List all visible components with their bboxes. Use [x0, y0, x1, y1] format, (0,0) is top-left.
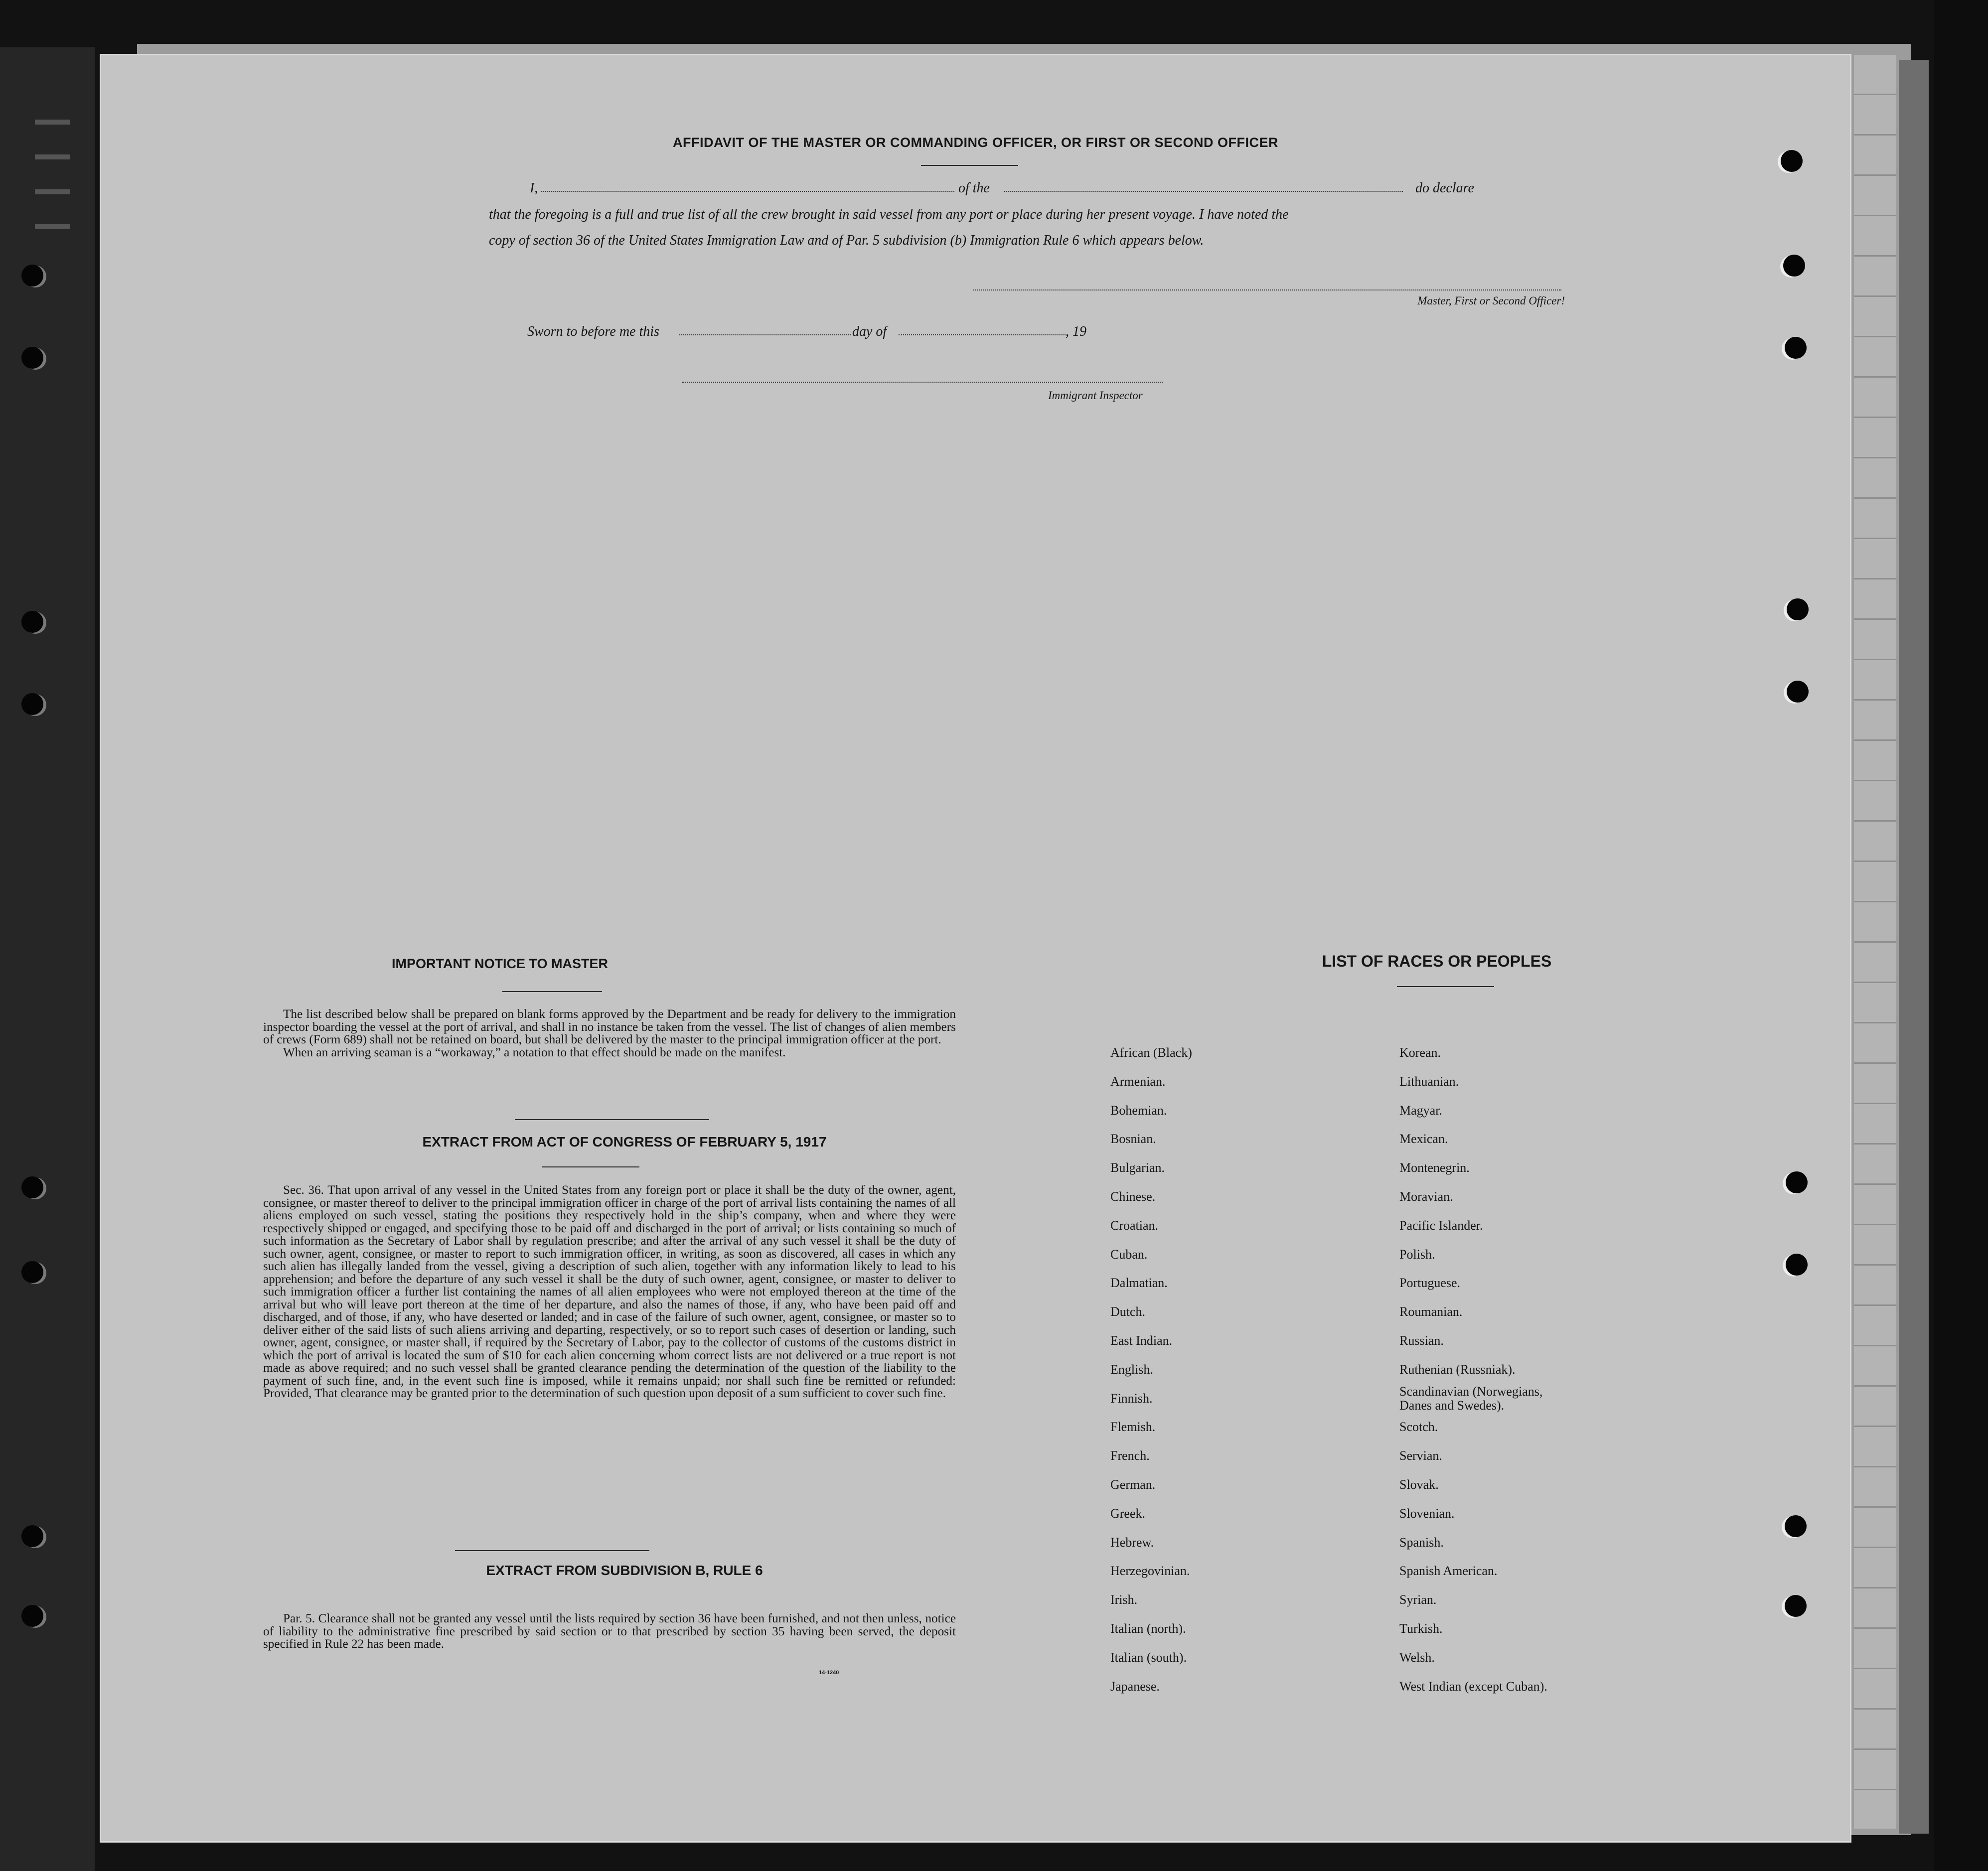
race-list-item: [1399, 1384, 1679, 1417]
act-body: [263, 1184, 956, 1400]
race-label: Dutch.: [1110, 1304, 1146, 1319]
form-code: 14-1240: [819, 1670, 839, 1676]
race-label: French.: [1110, 1448, 1150, 1463]
rule6-paragraph: Par. 5. Clearance shall not be granted any vessel until the lists required by section 36 have been furnished, and not then unless, notice of liability to the administrative fine prescribed by said section or to that prescribed by section 35 having been served, the deposit specified in Rule 22 has been made.: [263, 1612, 956, 1651]
vessel-name-field[interactable]: [1004, 178, 1403, 192]
declaration-i-label: I,: [530, 180, 538, 196]
race-label: Finnish.: [1110, 1391, 1153, 1406]
race-label: Italian (south).: [1110, 1650, 1187, 1665]
affidavit-title: AFFIDAVIT OF THE MASTER OR COMMANDING OFFICER, OR FIRST OR SECOND OFFICER: [673, 135, 1278, 150]
race-list-item: [1110, 1100, 1379, 1129]
race-list-item: [1399, 1445, 1679, 1474]
race-list-item: [1110, 1474, 1379, 1503]
race-label: Lithuanian.: [1399, 1074, 1459, 1089]
race-label: Welsh.: [1399, 1650, 1435, 1665]
declaration-line-3: copy of section 36 of the United States Immigration Law and of Par. 5 subdivision (b) Immigration Rule 6 which appears below.: [489, 233, 1204, 248]
background-dark-margin: [1934, 0, 1988, 1871]
declaration-declare-label: do declare: [1415, 180, 1474, 196]
punch-hole: [21, 347, 43, 369]
race-label: Chinese.: [1110, 1189, 1156, 1204]
race-list-item: [1110, 1676, 1379, 1705]
notice-body: [263, 1008, 956, 1059]
race-list-item: [1110, 1532, 1379, 1561]
races-right-column: [1399, 1042, 1679, 1704]
background-page-edge-left: [0, 47, 95, 1871]
act-paragraph: Sec. 36. That upon arrival of any vessel in the United States from any foreign port or place it shall be the duty of the owner, agent, consignee, or master thereof to deliver to the principal immigration officer in charge of the port of arrival lists containing the names of all aliens employed on such vessel, stating the positions they respectively hold in the ship’s company, when and where they were respectively shipped or engaged, and specifying those to be paid off and discharged in the port of arrival; or lists containing so much of such information as the Secretary of Labor shall by regulation prescribe; and after the arrival of any such vessel it shall be the duty of such owner, agent, consignee, or master to report to such immigration officer, in writing, as soon as discovered, all cases in which any such alien has illegally landed from the vessel, giving a description of such alien, together with any information likely to lead to his apprehension; and before the departure of any such vessel it shall be the duty of such owner, agent, consignee, or master to deliver to such immigration officer a further list containing the names of all alien employees who were not employed thereon at the time of the arrival but who will leave port thereon at the time of her departure, and also the names of those, if any, who have been paid off and discharged, and of those, if any, who have deserted or landed; and in case of the failure of such owner, agent, consignee, or master so to deliver either of the said lists of such aliens arriving and departing, respectively, or so to report such cases of desertion or landing, such owner, agent, consignee, or master shall, if required by the Secretary of Labor, pay to the collector of customs of the customs district in which the port of arrival is located the sum of $10 for each alien concerning whom correct lists are not delivered or a true report is not made as above required; and no such vessel shall be granted clearance pending the determination of the question of the liability to the payment of such fine, and, in the event such fine is imposed, while it remains unpaid; nor shall such fine be remitted or refunded: Provided, That clearance may be granted prior to the determination of such question upon deposit of a sum sufficient to cover such fine.: [263, 1183, 956, 1400]
race-list-item: [1399, 1042, 1679, 1071]
background-page-shadow: [1899, 60, 1929, 1834]
race-list-item: [1110, 1272, 1379, 1301]
sworn-year-label: , 19: [1066, 324, 1086, 339]
race-list-item: [1399, 1503, 1679, 1532]
race-list-item: [1110, 1330, 1379, 1359]
punch-hole: [1787, 598, 1809, 620]
race-list-item: [1110, 1042, 1379, 1071]
race-list-item: [1399, 1157, 1679, 1186]
race-list-item: [1399, 1416, 1679, 1445]
punch-hole: [21, 1176, 43, 1198]
race-label: Slovenian.: [1399, 1506, 1455, 1521]
document-page: [100, 54, 1851, 1843]
race-list-item: [1399, 1359, 1679, 1388]
notice-paragraph: The list described below shall be prepared on blank forms approved by the Department and be ready for delivery to the immigration inspector boarding the vessel at the port of arrival, and shall in no instance be taken from the vessel. The list of changes of alien members of crews (Form 689) shall not be retained on board, but shall be delivered by the master to the principal immigration officer at the port.: [263, 1007, 956, 1046]
race-list-item: [1110, 1244, 1379, 1273]
race-label: West Indian (except Cuban).: [1399, 1679, 1547, 1694]
race-label: Russian.: [1399, 1333, 1444, 1348]
sworn-prefix: Sworn to before me this: [527, 324, 659, 339]
race-list-item: [1110, 1647, 1379, 1676]
race-label: Scandinavian (Norwegians, Danes and Swedes).: [1399, 1384, 1543, 1413]
race-label: Syrian.: [1399, 1592, 1437, 1607]
race-list-item: [1399, 1100, 1679, 1129]
race-list-item: [1399, 1186, 1679, 1215]
punch-hole: [1783, 255, 1805, 277]
race-label: Polish.: [1399, 1247, 1435, 1262]
race-label: Slovak.: [1399, 1477, 1439, 1492]
divider: [515, 1119, 709, 1120]
race-list-item: [1399, 1330, 1679, 1359]
divider: [1397, 986, 1494, 987]
inspector-signature-line[interactable]: [682, 382, 1163, 383]
race-label: Roumanian.: [1399, 1304, 1463, 1319]
race-label: Flemish.: [1110, 1420, 1156, 1435]
punch-hole: [1786, 1171, 1808, 1193]
race-list-item: [1110, 1560, 1379, 1589]
master-signature-line[interactable]: [973, 289, 1561, 290]
race-label: German.: [1110, 1477, 1156, 1492]
race-list-item: [1110, 1186, 1379, 1215]
race-list-item: [1399, 1301, 1679, 1330]
punch-hole: [21, 693, 43, 715]
rule6-body: [263, 1612, 956, 1651]
race-label: East Indian.: [1110, 1333, 1173, 1348]
race-label: Bosnian.: [1110, 1132, 1156, 1147]
race-label: Korean.: [1399, 1045, 1441, 1060]
race-label: Ruthenian (Russniak).: [1399, 1362, 1516, 1377]
inspector-caption: Immigrant Inspector: [1048, 389, 1143, 402]
sworn-line: [527, 318, 1125, 345]
race-list-item: [1399, 1272, 1679, 1301]
race-list-item: [1399, 1071, 1679, 1100]
race-label: Herzegovinian.: [1110, 1564, 1190, 1579]
race-list-item: [1399, 1676, 1679, 1705]
race-list-item: [1110, 1388, 1379, 1417]
race-list-item: [1110, 1359, 1379, 1388]
race-list-item: [1110, 1157, 1379, 1186]
act-title: EXTRACT FROM ACT OF CONGRESS OF FEBRUARY 5, 1917: [422, 1134, 827, 1150]
race-label: Magyar.: [1399, 1103, 1442, 1118]
race-label: Croatian.: [1110, 1218, 1159, 1233]
race-list-item: [1399, 1215, 1679, 1244]
race-label: Irish.: [1110, 1592, 1138, 1607]
punch-hole: [21, 1525, 43, 1547]
race-label: Pacific Islander.: [1399, 1218, 1483, 1233]
race-list-item: [1110, 1445, 1379, 1474]
race-label: Montenegrin.: [1399, 1160, 1470, 1175]
declaration-line-1: [530, 175, 1566, 202]
race-list-item: [1399, 1128, 1679, 1157]
punch-hole: [21, 1605, 43, 1627]
declaration-of-the-label: of the: [958, 180, 990, 196]
race-label: Dalmatian.: [1110, 1276, 1168, 1291]
master-signature-caption: Master, First or Second Officer!: [1417, 294, 1565, 307]
race-list-item: [1110, 1589, 1379, 1618]
race-label: Cuban.: [1110, 1247, 1148, 1262]
race-label: Spanish American.: [1399, 1564, 1498, 1579]
race-label: Mexican.: [1399, 1132, 1448, 1147]
sworn-month-field[interactable]: [899, 321, 1066, 335]
races-title: LIST OF RACES OR PEOPLES: [1322, 952, 1552, 970]
divider: [455, 1550, 649, 1551]
race-list-item: [1399, 1532, 1679, 1561]
races-left-column: [1110, 1042, 1379, 1704]
race-label: Hebrew.: [1110, 1535, 1154, 1550]
background-page-ruled-edge: [1854, 55, 1896, 1829]
punch-hole: [1786, 1254, 1808, 1276]
race-list-item: [1399, 1244, 1679, 1273]
punch-hole: [1785, 1595, 1807, 1617]
race-list-item: [1110, 1301, 1379, 1330]
punch-hole: [21, 1261, 43, 1283]
race-list-item: [1110, 1618, 1379, 1647]
sworn-day-of-label: day of: [852, 324, 887, 339]
race-label: Italian (north).: [1110, 1621, 1186, 1636]
punch-hole: [1781, 150, 1803, 172]
race-label: African (Black): [1110, 1045, 1192, 1060]
master-name-field[interactable]: [541, 178, 954, 192]
background-page-marks: [20, 120, 75, 269]
race-label: Scotch.: [1399, 1420, 1438, 1435]
sworn-day-field[interactable]: [679, 321, 851, 335]
punch-hole: [1787, 681, 1809, 703]
punch-hole: [1785, 1515, 1807, 1537]
race-label: Spanish.: [1399, 1535, 1444, 1550]
race-list-item: [1110, 1071, 1379, 1100]
race-label: Armenian.: [1110, 1074, 1166, 1089]
race-label: Moravian.: [1399, 1189, 1453, 1204]
declaration-line-2: that the foregoing is a full and true list of all the crew brought in said vessel from any port or place during her present voyage. I have noted the: [489, 207, 1289, 222]
punch-hole: [1785, 337, 1807, 359]
notice-title: IMPORTANT NOTICE TO MASTER: [392, 956, 608, 971]
notice-paragraph: When an arriving seaman is a “workaway,” a notation to that effect should be made on the manifest.: [283, 1045, 786, 1059]
race-list-item: [1110, 1128, 1379, 1157]
race-list-item: [1110, 1215, 1379, 1244]
punch-hole: [21, 611, 43, 633]
rule6-title: EXTRACT FROM SUBDIVISION B, RULE 6: [486, 1563, 763, 1578]
race-label: Greek.: [1110, 1506, 1146, 1521]
divider: [502, 991, 602, 992]
divider: [921, 165, 1018, 166]
race-list-item: [1399, 1618, 1679, 1647]
race-label: Turkish.: [1399, 1621, 1443, 1636]
punch-hole: [21, 265, 43, 287]
race-list-item: [1399, 1474, 1679, 1503]
race-list-item: [1110, 1416, 1379, 1445]
race-list-item: [1110, 1503, 1379, 1532]
race-list-item: [1399, 1589, 1679, 1618]
divider: [542, 1166, 639, 1167]
race-label: Servian.: [1399, 1448, 1442, 1463]
race-label: Bohemian.: [1110, 1103, 1167, 1118]
race-list-item: [1399, 1560, 1679, 1589]
race-list-item: [1399, 1647, 1679, 1676]
race-label: Portuguese.: [1399, 1276, 1461, 1291]
race-label: English.: [1110, 1362, 1153, 1377]
race-label: Bulgarian.: [1110, 1160, 1165, 1175]
race-label: Japanese.: [1110, 1679, 1160, 1694]
